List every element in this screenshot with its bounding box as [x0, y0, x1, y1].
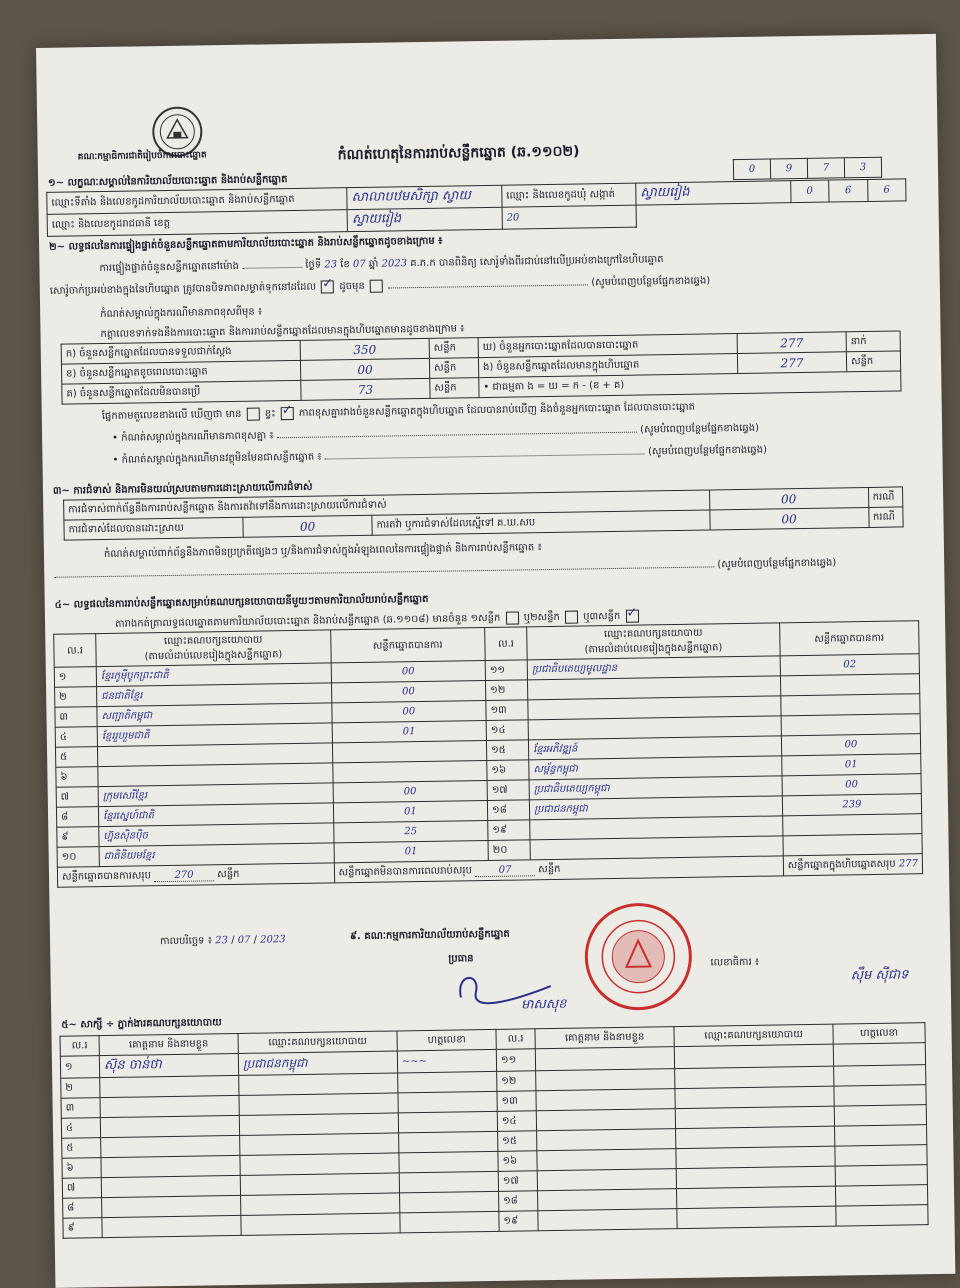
figure-value: 350	[300, 338, 429, 360]
row-no: ៦	[56, 767, 98, 788]
col-sign: ហត្ថលេខា	[397, 1029, 496, 1051]
office-value: សាលាបឋមសិក្សា ស្វាយ	[347, 185, 502, 209]
fill-note: (សូមបំពេញបន្ថែមផ្នែកខាងឆ្វេង)	[717, 557, 837, 571]
party-votes: 01	[334, 840, 489, 862]
col-no: ល.រ	[496, 1029, 535, 1050]
row-no: ៣	[55, 707, 97, 728]
total-box	[783, 854, 923, 876]
fill-note: (សូមបំពេញបន្ថែមផ្នែកខាងឆ្វេង)	[640, 422, 760, 436]
figure-unit: សន្លឹក	[846, 351, 900, 372]
figure-unit: សន្លឹក	[429, 338, 478, 359]
row-no: ១៦	[498, 1151, 537, 1172]
row-no: ១៩	[499, 1211, 538, 1232]
row-no: ៤	[55, 727, 97, 748]
section3-title: ៣~ ការជំទាស់ និងការមិនយល់ស្របតាមការដោះស្រាយលើការជំទាស់	[52, 481, 313, 497]
commune-code-digit: 0	[790, 180, 829, 203]
complaint-value: 00	[709, 487, 868, 509]
row-no: ១៧	[498, 1171, 537, 1192]
party-name: ជាតិនិយមខ្មែរ	[99, 843, 334, 867]
checkbox-1-sheet[interactable]	[505, 611, 518, 624]
row-no: ៥	[62, 1138, 101, 1159]
party-name: ប្រជាធិបតេយ្យមូលដ្ឋាន	[527, 656, 780, 680]
figure-value: 277	[737, 352, 846, 374]
closing-day: 23	[215, 935, 229, 947]
section1-title: ១~ លក្ខណៈសម្គាល់នៃការិយាល័យបោះឆ្នោត និងរាប់សន្លឹកឆ្នោត	[48, 174, 288, 189]
form-sheet	[36, 34, 955, 1288]
fill-note: (សូមបំពេញបន្ថែមផ្នែកខាងឆ្វេង)	[647, 444, 768, 458]
province-value: ស្វាយរៀង	[347, 207, 502, 231]
figure-label: គ) ចំនួនសន្លឹកឆ្នោតដែលមិនបានប្រើ	[62, 380, 301, 404]
row-no: ១៨	[487, 800, 529, 821]
sheet-count-label: តារាងកត់ត្រាលទ្ធផលឆ្នោតតាមការិយាល័យបោះឆ្នោត និងរាប់សន្លឹកឆ្នោត (ឆ.១១០៨) មានចំនួន ១សន្លឹក	[114, 612, 501, 630]
section5-title: ៥~ សាក្សី ÷ ភ្នាក់ងារគណបក្សនយោបាយ	[61, 1017, 222, 1031]
row-no: ១៤	[486, 720, 528, 741]
figures-line: កត្តាលេខទាក់ទងនឹងការបោះឆ្នោត និងការរាប់សន្លឹកឆ្នោតដែលមានក្នុងហិបឆ្នោតមានដូចខាងក្រោម ៖	[100, 323, 465, 341]
party-name: ប្រជាធិបតេយ្យកម្ពុជា	[529, 776, 782, 800]
total-valid-label: សន្លឹកឆ្នោតបានការសរុប	[61, 870, 151, 883]
party-votes	[780, 674, 920, 696]
col-votes: សន្លឹកឆ្នោតបានការ	[779, 621, 919, 656]
date-prefix: ថ្ងៃទី	[305, 259, 322, 271]
row-no: ៣	[61, 1098, 100, 1119]
section2-title: ២~ លទ្ធផលនៃការផ្ទៀងផ្ទាត់ចំនួនសន្លឹកឆ្នោតតាមការិយាល័យបោះឆ្នោត និងរាប់សន្លឹកឆ្នោតដូចខាងក្រោម ៖	[49, 235, 443, 253]
witness-name: ស៊ុន ចាន់ថា	[99, 1053, 238, 1077]
inner-lock-line	[50, 273, 711, 298]
party-name: ខ្មែរស្នេហ៍ជាតិ	[99, 803, 334, 827]
fill-note: (សូមបំពេញបន្ថែមផ្នែកខាងឆ្វេង)	[591, 275, 711, 289]
option-label: ឬ៣សន្លឹក	[583, 610, 621, 623]
figure-value: 277	[737, 332, 846, 354]
diff-note	[112, 421, 759, 446]
year-value: 2023	[381, 258, 408, 270]
closing-date: កាលបរិច្ឆេទ ៖ 23 / 07 / 2023	[159, 934, 286, 948]
commune-label: ឈ្មោះ និងលេខកូដឃុំ សង្កាត់	[502, 183, 636, 207]
month-prefix: ខែ	[340, 259, 350, 271]
secretary-name: ស៊ឹម ស៊ីជាទ	[850, 967, 909, 984]
party-votes: 01	[782, 754, 922, 776]
office-label: ឈ្មោះទីតាំង និងលេខកូដការិយាល័យបោះឆ្នោត និងរាប់សន្លឹកឆ្នោត	[47, 188, 347, 215]
party-votes: 00	[331, 681, 486, 703]
party-name: សម្ព័ន្ធកម្ពុជា	[529, 756, 782, 780]
party-votes: 25	[333, 820, 488, 842]
option-label: ខ្វះ	[264, 408, 276, 420]
complaint-value: 00	[243, 515, 372, 537]
committee-label: ៩. គណៈកម្មការការិយាល័យរាប់សន្លឹកឆ្នោត	[349, 928, 510, 943]
total-valid-value: 270	[154, 869, 214, 882]
complaint-unit: ករណី	[868, 507, 903, 528]
commune-code-digit: 6	[829, 179, 868, 202]
option-label: ឬ២សន្លឹក	[523, 611, 560, 624]
figure-label: ឃ) ចំនួនអ្នកបោះឆ្នោតដែលបានបោះឆ្នោត	[478, 334, 737, 358]
option-label: ដូចមុន	[339, 280, 365, 293]
row-no: ៤	[61, 1118, 100, 1139]
office-code-digit: 3	[844, 157, 881, 178]
row-no: ១៥	[498, 1131, 537, 1152]
col-party: ឈ្មោះគណបក្សនយោបាយ	[674, 1024, 833, 1046]
party-name: ប្រជាជនកម្ពុជា	[529, 796, 782, 820]
figure-value: 00	[300, 358, 429, 380]
checkbox-3-sheets[interactable]	[625, 609, 638, 622]
verification-suffix: គ.ភ.ក បានពិនិត្យ សោរ៉ូទាំងពីរជាប់នៅលើប្រអប់ខាងក្រៅនៃហិបឆ្នោត	[410, 254, 664, 270]
col-name: គោត្តនាម និងនាមខ្លួន	[99, 1033, 238, 1055]
complaint-unit: ករណី	[868, 487, 903, 508]
party-votes: 00	[331, 701, 486, 723]
figure-label: ក) ចំនួនសន្លឹកឆ្នោតដែលបានទទួលជាក់ស្តែង	[61, 340, 300, 364]
committee-name: គណៈកម្មាធិការជាតិរៀបចំការបោះឆ្នោត	[77, 150, 207, 163]
row-no: ១១	[496, 1049, 535, 1072]
inner-lock-label: សោរ៉ូចាក់ប្រអប់ខាងក្នុងនៃហិបឆ្នោត ត្រូវបានបិទភាពសម្ងាត់ទុកនៅដដែល	[49, 281, 317, 297]
party-votes: 01	[333, 801, 488, 823]
total-unit: សន្លឹក	[538, 863, 561, 876]
date-value: 23	[324, 259, 338, 271]
party-votes: 00	[781, 734, 921, 756]
object-note	[112, 443, 767, 468]
row-no: ២០	[488, 840, 530, 861]
office-code-boxes	[733, 157, 882, 180]
party-name: ហ្វ៊ុនស៊ិនប៉ិច	[99, 823, 334, 847]
witness-party: ប្រជាជនកម្ពុជា	[238, 1051, 397, 1075]
col-no: ល.រ	[60, 1036, 99, 1057]
party-name: ខ្មែររួបរួមជាតិ	[97, 723, 332, 747]
row-no: ១៦	[487, 760, 529, 781]
party-votes	[332, 741, 487, 763]
party-votes	[781, 714, 921, 736]
col-party-title: ឈ្មោះគណបក្សនយោបាយ	[603, 627, 703, 641]
commune-number: 20	[502, 205, 636, 229]
col-party	[527, 623, 780, 660]
complaint-label: ការជំទាស់ពាក់ព័ន្ធនឹងការរាប់សន្លឹកឆ្នោត និងការតវ៉ាទៅនឹងការដោះស្រាយលើការជំទាស់	[64, 490, 710, 520]
total-invalid-label: សន្លឹកឆ្នោតមិនបានការពេលរាប់សរុប	[338, 865, 472, 879]
figure-value: 73	[301, 378, 430, 400]
row-no: ១៥	[487, 740, 529, 761]
figure-label: ង) ចំនួនសន្លឹកឆ្នោតដែលមានក្នុងហិបឆ្នោត	[478, 354, 737, 378]
office-code-digit: 9	[770, 158, 807, 179]
president-name: មាសសុខ	[520, 996, 567, 1013]
note-label: • កំណត់សម្គាល់ក្នុងករណីមានភាពខុសគ្នា ៖	[112, 430, 274, 444]
row-no: ១២	[497, 1071, 536, 1092]
option-label: ភាពខុសគ្នារវាងចំនួនសន្លឹកឆ្នោតក្នុងហិបឆ្នោត ដែលបានរាប់ឃើញ និងចំនួនអ្នកបោះឆ្នោត ដែលបានបោះឆ្នោត	[298, 401, 695, 419]
form-title: កំណត់ហេតុនៃការរាប់សន្លឹកឆ្នោត (ឆ.១១០២)	[337, 143, 580, 164]
figure-label: ខ) ចំនួនសន្លឹកឆ្នោតខូចពេលបោះឆ្នោត	[61, 360, 300, 384]
commune-code-digit: 6	[867, 179, 906, 202]
irregularity-note: កំណត់សម្គាល់ពាក់ព័ន្ធនឹងភាពមិនប្រក្រតីផ្សេងៗ ឬ/និងការជំទាស់ក្នុងអំឡុងពេលនៃការផ្ទៀងផ្ទាត់ និងការរាប់សន្លឹកឆ្នោត ៖	[103, 542, 542, 560]
row-no: ១	[54, 667, 96, 688]
party-votes	[782, 814, 922, 836]
total-invalid-value: 07	[475, 864, 535, 877]
formula-note: • ជាធម្មតា ង = ឃ = ក - (ខ + គ)	[479, 371, 901, 398]
diff-note-line: កំណត់សម្គាល់ក្នុងករណីមានភាពខុសពីមុន ៖	[100, 306, 263, 321]
party-name: ជនជាតិខ្មែរ	[97, 683, 332, 707]
office-code-digit: 0	[733, 159, 770, 180]
checkbox-short[interactable]	[247, 407, 260, 420]
diff-line	[102, 400, 695, 424]
row-no: ២	[55, 687, 97, 708]
checkbox-2-sheets[interactable]	[565, 610, 578, 623]
complaint-value: 00	[709, 507, 868, 529]
row-no: ១០	[57, 847, 99, 868]
row-no: ៨	[56, 807, 98, 828]
total-box-value: 277	[898, 858, 919, 870]
row-no: ១៨	[499, 1191, 538, 1212]
col-party-title: ឈ្មោះគណបក្សនយោបាយ	[163, 634, 263, 648]
party-name: ខ្មែរកូម៉ឺបូកព្រះជាតិ	[96, 663, 331, 687]
row-no: ៥	[55, 747, 97, 768]
checkbox-unchanged[interactable]	[321, 280, 334, 293]
col-votes: សន្លឹកឆ្នោតបានការ	[330, 628, 485, 663]
figure-unit: សន្លឹក	[430, 378, 479, 399]
complaint-label: ការតវ៉ា ឬការជំទាស់ដែលស្នើទៅ គ.ឃ.សប	[372, 510, 710, 535]
province-label: ឈ្មោះ និងលេខកូដរាជធានី ខេត្ត	[47, 210, 347, 237]
office-code-digit: 7	[807, 158, 844, 179]
party-votes	[332, 761, 487, 783]
closing-year: 2023	[260, 934, 286, 946]
party-votes: 01	[332, 721, 487, 743]
party-results-table	[53, 620, 923, 888]
party-votes: 00	[331, 661, 486, 683]
secretary-label: លេខាធិការ ៖	[710, 956, 760, 969]
party-votes: 00	[333, 781, 488, 803]
total-box-label: សន្លឹកឆ្នោតក្នុងហិបឆ្នោតសរុប	[787, 858, 896, 872]
party-name: សញ្ជាតិកម្ពុជា	[97, 703, 332, 727]
col-no: ល.រ	[54, 634, 97, 668]
month-value: 07	[352, 258, 366, 271]
row-no: ៦	[62, 1158, 101, 1179]
col-party-sub: (តាមលំដាប់លេខរៀងក្នុងសន្លឹកឆ្នោត)	[584, 642, 723, 656]
section4-title: ៤~ លទ្ធផលនៃការរាប់សន្លឹកឆ្នោតសម្រាប់គណបក្សនយោបាយនីមួយៗតាមការិយាល័យរាប់សន្លឹកឆ្នោត	[54, 593, 429, 611]
row-no: ២	[61, 1078, 100, 1099]
checkbox-same[interactable]	[370, 279, 383, 292]
col-no: ល.រ	[485, 627, 527, 661]
verification-label: ការផ្ទៀងផ្ទាត់ចំនួនសន្លឹកឆ្នោតនៅម៉ោង	[99, 260, 239, 275]
col-sign: ហត្ថលេខា	[833, 1023, 925, 1044]
note-label: • កំណត់សម្គាល់ក្នុងករណីមានវត្ថុមិនមែនជាសន្លឹកឆ្នោត ៖	[112, 451, 322, 466]
complaint-label: ការជំទាស់ដែលបានដោះស្រាយ	[64, 517, 243, 540]
row-no: ១	[60, 1056, 99, 1079]
row-no: ៩	[63, 1218, 102, 1239]
party-votes: 02	[780, 654, 920, 676]
col-party: ឈ្មោះគណបក្សនយោបាយ	[238, 1031, 397, 1053]
party-votes: 239	[782, 794, 922, 816]
year-prefix: ឆ្នាំ	[368, 258, 379, 270]
col-party	[96, 630, 331, 667]
row-no: ១៣	[497, 1091, 536, 1112]
party-votes: 00	[782, 774, 922, 796]
closing-month: 07	[237, 934, 251, 946]
figure-unit: សន្លឹក	[429, 358, 478, 379]
row-no: ៩	[57, 827, 99, 848]
party-name: ខ្មែរអភិវឌ្ឍន៍	[529, 736, 782, 760]
total-unit: សន្លឹក	[217, 868, 240, 881]
closing-label: កាលបរិច្ឆេទ ៖	[159, 935, 213, 948]
row-no: ១៩	[488, 820, 530, 841]
row-no: ១៣	[486, 700, 528, 721]
total-valid	[57, 863, 334, 887]
row-no: ៧	[62, 1178, 101, 1199]
col-party-sub: (តាមលំដាប់លេខរៀងក្នុងសន្លឹកឆ្នោត)	[144, 649, 283, 663]
row-no: ១៧	[487, 780, 529, 801]
witness-table	[60, 1022, 929, 1239]
checkbox-no-diff[interactable]	[281, 406, 294, 419]
commune-value: ស្វាយរៀង	[636, 181, 791, 205]
row-no: ៧	[56, 787, 98, 808]
row-no: ១២	[486, 680, 528, 701]
row-no: ១១	[485, 660, 527, 681]
party-name: ក្រុមសេរីខ្មែរ	[98, 783, 333, 807]
party-votes	[781, 694, 921, 716]
official-stamp-icon	[581, 900, 695, 1014]
row-no: ៨	[63, 1198, 102, 1219]
col-name: គោត្តនាម និងនាមខ្លួន	[535, 1027, 674, 1049]
witness-signature: ~~~	[397, 1049, 496, 1073]
diff-label: ផ្នែកតាមតួលេខខាងលើ ឃើញថា មាន	[101, 408, 242, 423]
verification-line	[99, 252, 663, 276]
party-votes	[783, 834, 923, 856]
president-label: ប្រធាន	[448, 953, 474, 965]
ballot-figures-table	[61, 330, 902, 404]
figure-unit: នាក់	[846, 331, 900, 352]
row-no: ១៤	[497, 1111, 536, 1132]
